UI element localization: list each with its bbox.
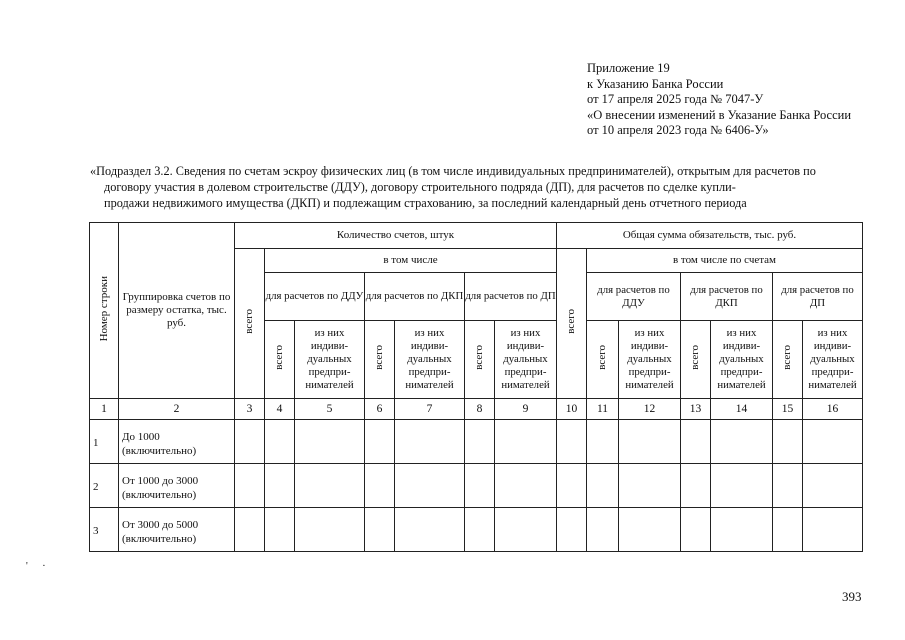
header-ip: из них индиви-дуальных предпри-нимателей xyxy=(395,321,465,399)
header-ip: из них индиви-дуальных предпри-нимателей xyxy=(803,321,863,399)
appendix-block xyxy=(587,61,851,139)
column-number: 10 xyxy=(557,399,587,420)
table-cell xyxy=(295,508,365,552)
header-sum-total: всего xyxy=(557,249,587,399)
column-number: 1 xyxy=(90,399,119,420)
header-grouping: Группировка счетов по размеру остатка, тыс. руб. xyxy=(119,223,235,399)
header-total: всего xyxy=(587,321,619,399)
header-count-including: в том числе xyxy=(265,249,557,273)
table-cell xyxy=(265,420,295,464)
table-cell xyxy=(395,464,465,508)
header-count-total: всего xyxy=(235,249,265,399)
header-total: всего xyxy=(465,321,495,399)
column-number: 4 xyxy=(265,399,295,420)
table-cell xyxy=(711,508,773,552)
table-cell xyxy=(395,508,465,552)
header-ip: из них индиви-дуальных предпри-нимателей xyxy=(495,321,557,399)
table-cell xyxy=(711,420,773,464)
table-cell xyxy=(587,420,619,464)
table-cell xyxy=(235,420,265,464)
header-total: всего xyxy=(773,321,803,399)
row-number: 3 xyxy=(90,508,119,552)
table-cell xyxy=(295,464,365,508)
table-cell xyxy=(265,464,295,508)
column-number: 5 xyxy=(295,399,365,420)
column-number: 2 xyxy=(119,399,235,420)
escrow-accounts-table xyxy=(89,222,863,552)
table-cell xyxy=(557,464,587,508)
column-number: 14 xyxy=(711,399,773,420)
table-cell xyxy=(587,508,619,552)
appendix-line: от 17 апреля 2025 года № 7047-У xyxy=(587,92,764,106)
header-ddu: для расчетов по ДДУ xyxy=(265,273,365,321)
row-number: 2 xyxy=(90,464,119,508)
column-number: 12 xyxy=(619,399,681,420)
table-cell xyxy=(365,420,395,464)
header-ip: из них индиви-дуальных предпри-нимателей xyxy=(619,321,681,399)
table-row xyxy=(90,420,863,464)
column-number: 7 xyxy=(395,399,465,420)
table-cell xyxy=(587,464,619,508)
table-cell xyxy=(235,508,265,552)
header-dkp: для расчетов по ДКП xyxy=(681,273,773,321)
table-cell xyxy=(557,508,587,552)
appendix-line: от 10 апреля 2023 года № 6406-У» xyxy=(587,123,769,137)
table-cell xyxy=(773,420,803,464)
table-cell xyxy=(265,508,295,552)
table-cell xyxy=(773,508,803,552)
table-cell xyxy=(681,420,711,464)
header-ip: из них индиви-дуальных предпри-нимателей xyxy=(711,321,773,399)
row-label: До 1000 (включительно) xyxy=(119,420,235,464)
table-cell xyxy=(495,464,557,508)
header-dkp: для расчетов по ДКП xyxy=(365,273,465,321)
header-total: всего xyxy=(681,321,711,399)
table-cell xyxy=(803,508,863,552)
column-number: 6 xyxy=(365,399,395,420)
column-number: 9 xyxy=(495,399,557,420)
table-cell xyxy=(465,464,495,508)
table-cell xyxy=(495,420,557,464)
column-number: 11 xyxy=(587,399,619,420)
table-cell xyxy=(681,508,711,552)
table-cell xyxy=(557,420,587,464)
table-cell xyxy=(395,420,465,464)
header-ip: из них индиви-дуальных предпри-нимателей xyxy=(295,321,365,399)
table-cell xyxy=(495,508,557,552)
table-cell xyxy=(365,464,395,508)
column-number: 3 xyxy=(235,399,265,420)
page-number: 393 xyxy=(842,589,862,604)
header-sum-including: в том числе по счетам xyxy=(587,249,863,273)
table-cell xyxy=(803,420,863,464)
subsection-heading xyxy=(90,163,862,211)
table-cell xyxy=(711,464,773,508)
table-row xyxy=(90,464,863,508)
header-sum-group: Общая сумма обязательств, тыс. руб. xyxy=(557,223,863,249)
appendix-line: «О внесении изменений в Указание Банка России xyxy=(587,107,852,122)
table-cell xyxy=(803,464,863,508)
header-total: всего xyxy=(365,321,395,399)
column-numbers-row xyxy=(90,399,863,420)
header-ddu: для расчетов по ДДУ xyxy=(587,273,681,321)
column-number: 15 xyxy=(773,399,803,420)
heading-line: продажи недвижимого имущества (ДКП) и подлежащим страхованию, за последний календарный день отчетного периода xyxy=(104,196,747,210)
table-cell xyxy=(773,464,803,508)
table-row xyxy=(90,508,863,552)
table-cell xyxy=(295,420,365,464)
header-total: всего xyxy=(265,321,295,399)
appendix-line: Приложение 19 xyxy=(587,61,670,75)
header-dp: для расчетов по ДП xyxy=(465,273,557,321)
table-cell xyxy=(619,420,681,464)
table-cell xyxy=(619,508,681,552)
table-cell xyxy=(235,464,265,508)
table-cell xyxy=(619,464,681,508)
row-label: От 1000 до 3000 (включительно) xyxy=(119,464,235,508)
column-number: 16 xyxy=(803,399,863,420)
header-dp: для расчетов по ДП xyxy=(773,273,863,321)
table-cell xyxy=(465,508,495,552)
appendix-line: к Указанию Банка России xyxy=(587,76,724,91)
heading-line: договору участия в долевом строительстве (ДДУ), договору строительного подряда (ДП), для расчетов по сделке купли- xyxy=(104,180,736,194)
header-row-number: Номер строки xyxy=(90,223,119,399)
heading-line: «Подраздел 3.2. Сведения по счетам эскроу физических лиц (в том числе индивидуальных предпринимателей), открытым для расчетов по xyxy=(90,164,816,178)
scan-marks: ' · xyxy=(26,561,52,572)
row-number: 1 xyxy=(90,420,119,464)
header-count-group: Количество счетов, штук xyxy=(235,223,557,249)
table-cell xyxy=(681,464,711,508)
table-cell xyxy=(465,420,495,464)
row-label: От 3000 до 5000 (включительно) xyxy=(119,508,235,552)
column-number: 13 xyxy=(681,399,711,420)
table-cell xyxy=(365,508,395,552)
column-number: 8 xyxy=(465,399,495,420)
